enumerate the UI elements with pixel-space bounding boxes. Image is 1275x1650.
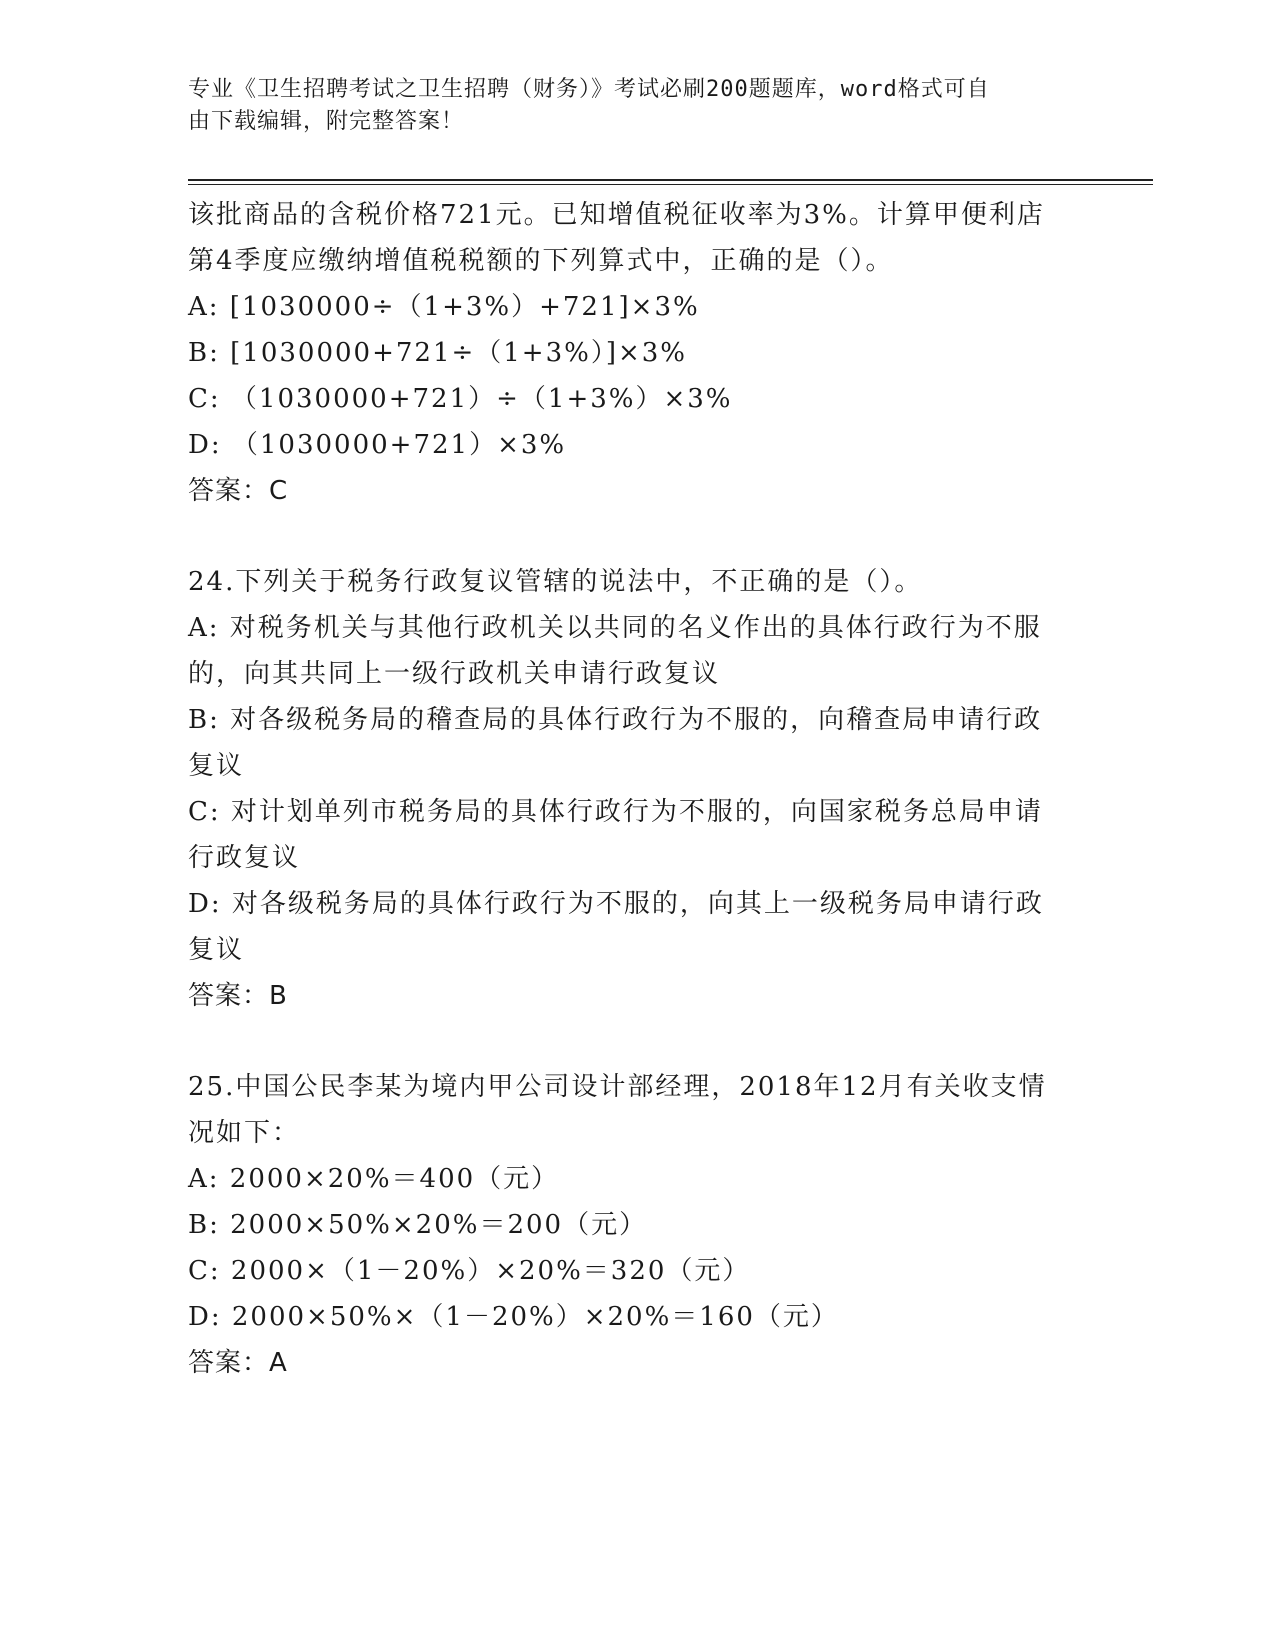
- option-c-line-2: 行政复议: [188, 843, 301, 873]
- option-d-line-1: D: 对各级税务局的具体行政行为不服的，向其上一级税务局申请行政: [188, 889, 1044, 919]
- header-divider-thin: [188, 184, 1153, 185]
- spacer: [188, 1019, 1078, 1064]
- header-divider-thick: [188, 179, 1153, 181]
- document-header: [188, 74, 1068, 138]
- question-25: [188, 1064, 1078, 1386]
- answer-line: 答案：C: [188, 476, 289, 506]
- option-a-line-1: A: 对税务机关与其他行政机关以共同的名义作出的具体行政行为不服: [188, 613, 1042, 643]
- option-b-line-2: 复议: [188, 751, 245, 781]
- option-d-line-2: 复议: [188, 935, 245, 965]
- header-line-1: 专业《卫生招聘考试之卫生招聘（财务）》考试必刷200题题库，word格式可自: [188, 77, 990, 102]
- option-a: A: [1030000÷（1+3%）+721]×3%: [188, 292, 700, 322]
- option-d: D: 2000×50%×（1－20%）×20%＝160（元）: [188, 1302, 839, 1332]
- option-a: A: 2000×20%＝400（元）: [188, 1164, 560, 1194]
- option-b: B: 2000×50%×20%＝200（元）: [188, 1210, 648, 1240]
- spacer: [188, 514, 1078, 559]
- answer-line: 答案：B: [188, 981, 288, 1011]
- option-c: C: （1030000+721）÷（1+3%）×3%: [188, 384, 733, 414]
- question-stem-line: 25.中国公民李某为境内甲公司设计部经理，2018年12月有关收支情: [188, 1072, 1047, 1102]
- question-stem-line: 第4季度应缴纳增值税税额的下列算式中，正确的是（）。: [188, 246, 894, 276]
- question-stem-line: 24.下列关于税务行政复议管辖的说法中，不正确的是（）。: [188, 567, 923, 597]
- option-d: D: （1030000+721）×3%: [188, 430, 567, 460]
- question-24: [188, 559, 1078, 1019]
- question-stem-line: 该批商品的含税价格721元。已知增值税征收率为3%。计算甲便利店: [188, 200, 1045, 230]
- option-c-line-1: C: 对计划单列市税务局的具体行政行为不服的，向国家税务总局申请: [188, 797, 1043, 827]
- option-a-line-2: 的，向其共同上一级行政机关申请行政复议: [188, 659, 721, 689]
- question-stem-line: 况如下：: [188, 1118, 301, 1148]
- header-line-2: 由下载编辑，附完整答案！: [188, 109, 465, 134]
- answer-line: 答案：A: [188, 1348, 288, 1378]
- option-b: B: [1030000+721÷（1+3%）]×3%: [188, 338, 688, 368]
- option-c: C: 2000×（1－20%）×20%＝320（元）: [188, 1256, 751, 1286]
- document-body: [188, 192, 1078, 1386]
- option-b-line-1: B: 对各级税务局的稽查局的具体行政行为不服的，向稽查局申请行政: [188, 705, 1043, 735]
- question-23: [188, 192, 1078, 514]
